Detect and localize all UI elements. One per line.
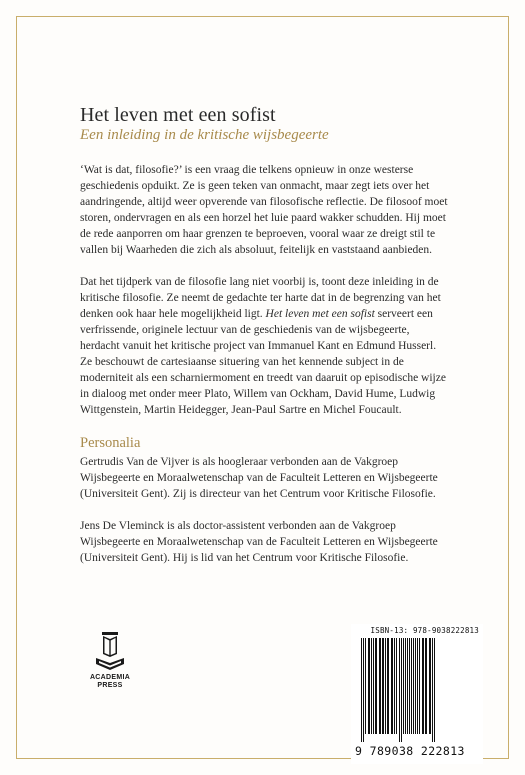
barcode-bar <box>419 638 420 734</box>
back-cover-text <box>80 104 450 582</box>
isbn-barcode <box>351 624 483 764</box>
barcode-bar <box>417 638 418 734</box>
barcode-bar <box>394 638 395 734</box>
barcode-bar <box>415 638 416 734</box>
barcode-bar <box>432 638 433 742</box>
barcode-bar <box>434 638 435 742</box>
barcode-bar <box>422 638 424 734</box>
barcode-bar <box>429 638 431 734</box>
blurb-paragraph-1: ‘Wat is dat, filosofie?’ is een vraag die telkens opnieuw in onze westerse geschiedenis opduikt. Ze is geen teken van onmacht, maar zegt iets over het aandringende, altijd weer opverende van filosofische reflectie. De filosoof moet storen, ondervragen en als een horzel het luie paard wakker schudden. Hij moet de rede aanporren om haar grenzen te beproeven, vooral waar ze dreigt stil te vallen bij Waarheden die zich als absoluut, feitelijk en vaststaand aanbieden. <box>80 164 448 256</box>
personalia-heading: Personalia <box>80 435 141 451</box>
barcode-bar <box>382 638 384 734</box>
barcode-bar <box>361 638 362 742</box>
barcode-bar <box>396 638 397 734</box>
barcode-bar <box>413 638 414 734</box>
barcode-bar <box>405 638 406 734</box>
blurb-paragraph-2 <box>80 274 450 418</box>
isbn-digits: 9 789038 222813 <box>355 744 465 758</box>
barcode-bar <box>391 638 393 734</box>
barcode-bar <box>373 638 374 734</box>
barcode-bar <box>387 638 389 734</box>
barcode-bar <box>375 638 377 734</box>
barcode-bar <box>379 638 381 734</box>
author-bio-1: Gertrudis Van de Vijver is als hoogleraar verbonden aan de Vakgroep Wijsbegeerte en Moraalwetenschap van de Faculteit Letteren en Wijsbegeerte (Universiteit Gent). Zij is directeur van het Centrum voor Kritische Filosofie. <box>80 456 438 500</box>
barcode-bar <box>371 638 372 734</box>
blurb-p2-intro: Dat het tijdperk van de filosofie lang niet voorbij is, toont deze inleiding in de kritische filosofie. Ze neemt de gedachte ter harte dat in de begrenzing van het denken ook haar hele mogelijkheid ligt. <box>80 276 441 320</box>
barcode-bar <box>425 638 427 734</box>
barcode-bar <box>399 638 400 742</box>
barcode-bar <box>407 638 408 734</box>
barcode-bar <box>363 638 364 742</box>
barcode-bar <box>368 638 370 734</box>
book-title: Het leven met een sofist <box>80 104 276 126</box>
barcode-bars <box>355 638 479 744</box>
blurb-p2-rest: serveert een verfrissende, originele lectuur van de geschiedenis van de wijsbegeerte, herdacht vanuit het kritische project van Immanuel Kant en Edmund Husserl. Ze beschouwt de cartesiaanse situering van het kennende subject in de moderniteit als een scharniermoment en treedt van daaruit op episodische wijze in dialoog met onder meer Plato, Willem van Ockham, David Hume, Ludwig Wittgenstein, Martin Heidegger, Jean-Paul Sartre en Michel Foucault. <box>80 308 446 416</box>
publisher-name-line1: ACADEMIA <box>89 674 131 681</box>
publisher-name-line2: PRESS <box>97 682 123 689</box>
barcode-bar <box>385 638 386 734</box>
barcode-bar <box>411 638 412 734</box>
book-subtitle: Een inleiding in de kritische wijsbegeerte <box>80 127 329 143</box>
barcode-bar <box>401 638 402 742</box>
barcode-bar <box>409 638 410 734</box>
barcode-bar <box>365 638 366 734</box>
blurb-p2-title: Het leven met een sofist <box>265 308 375 320</box>
author-bio-2: Jens De Vleminck is als doctor-assistent verbonden aan de Vakgroep Wijsbegeerte en Moraalwetenschap van de Faculteit Letteren en Wijsbegeerte (Universiteit Gent). Hij is lid van het Centrum voor Kritische Filosofie. <box>80 520 438 564</box>
barcode-bar <box>403 638 404 734</box>
isbn-label: ISBN-13: 978-9038222813 <box>370 626 479 635</box>
publisher-logo <box>84 630 136 690</box>
open-book-icon <box>93 630 127 674</box>
